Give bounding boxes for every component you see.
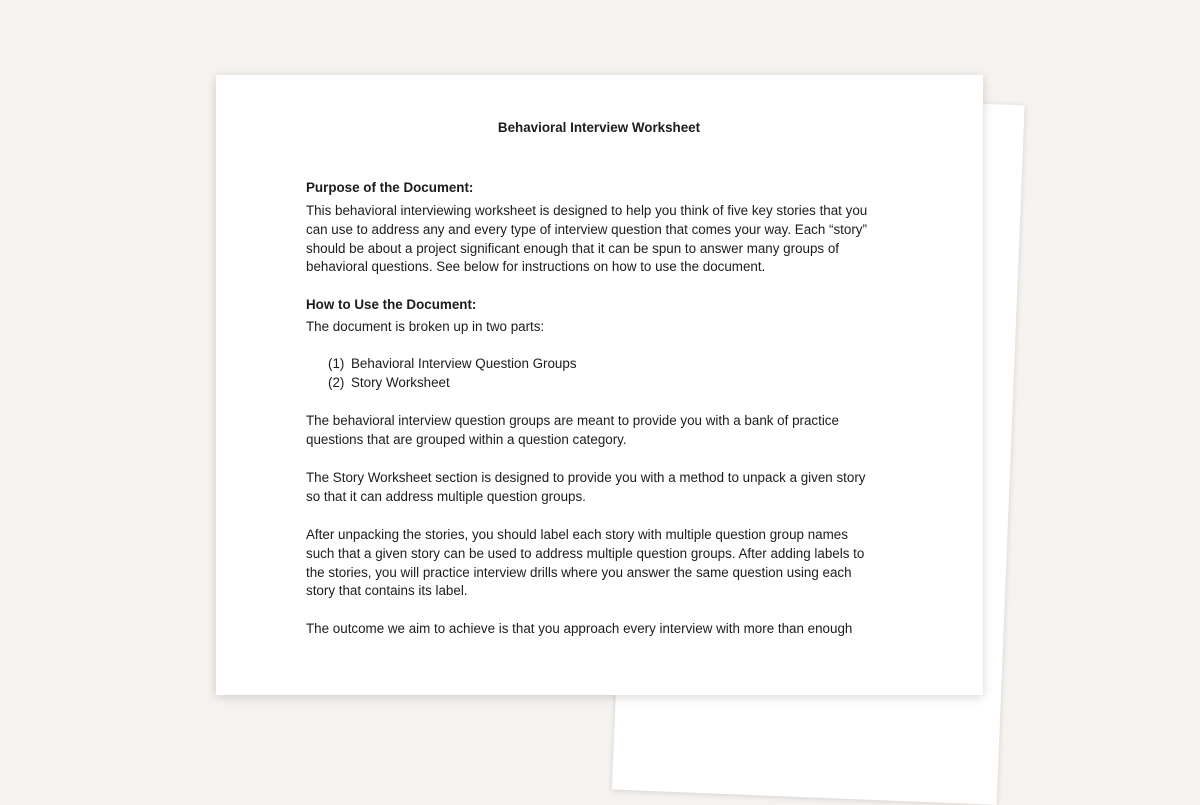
question-groups-paragraph [306,412,888,450]
paragraph-line: story that contains its label. [306,583,468,599]
list-item-label: Behavioral Interview Question Groups [351,356,577,371]
outcome-paragraph [306,620,888,639]
paragraph-line: The outcome we aim to achieve is that you approach every interview with more than enough [306,621,853,636]
paragraph-line: The Story Worksheet section is designed to provide you with a method to unpack a given story [306,470,866,485]
purpose-line: should be about a project significant enough that it can be spun to answer many groups of [306,240,839,256]
list-item-number: (2) [328,375,345,390]
purpose-heading: Purpose of the Document: [306,180,474,195]
list-item [328,374,577,393]
paragraph-line: The behavioral interview question groups are meant to provide you with a bank of practice [306,413,839,428]
paragraph-line: questions that are grouped within a question category. [306,431,627,447]
paragraph-line: the stories, you will practice interview drills where you answer the same question using each [306,564,852,580]
list-item [328,355,577,374]
paragraph-line: so that it can address multiple question groups. [306,488,586,504]
paragraph-line: such that a given story can be used to address multiple question groups. After adding labels to [306,545,865,561]
labels-paragraph [306,526,888,601]
paragraph-line: After unpacking the stories, you should label each story with multiple question group names [306,527,848,542]
purpose-line: behavioral questions. See below for instructions on how to use the document. [306,259,766,275]
howto-heading: How to Use the Document: [306,297,477,312]
purpose-paragraph [306,202,888,277]
list-item-number: (1) [328,356,345,371]
list-item-label: Story Worksheet [351,375,450,390]
purpose-line: This behavioral interviewing worksheet is designed to help you think of five key stories that you [306,203,868,218]
purpose-line: can use to address any and every type of interview question that comes your way. Each “story” [306,221,867,237]
document-page [216,75,983,695]
howto-intro: The document is broken up in two parts: [306,319,545,334]
story-worksheet-paragraph [306,469,888,507]
document-title: Behavioral Interview Worksheet [497,120,701,135]
parts-list [328,355,577,393]
